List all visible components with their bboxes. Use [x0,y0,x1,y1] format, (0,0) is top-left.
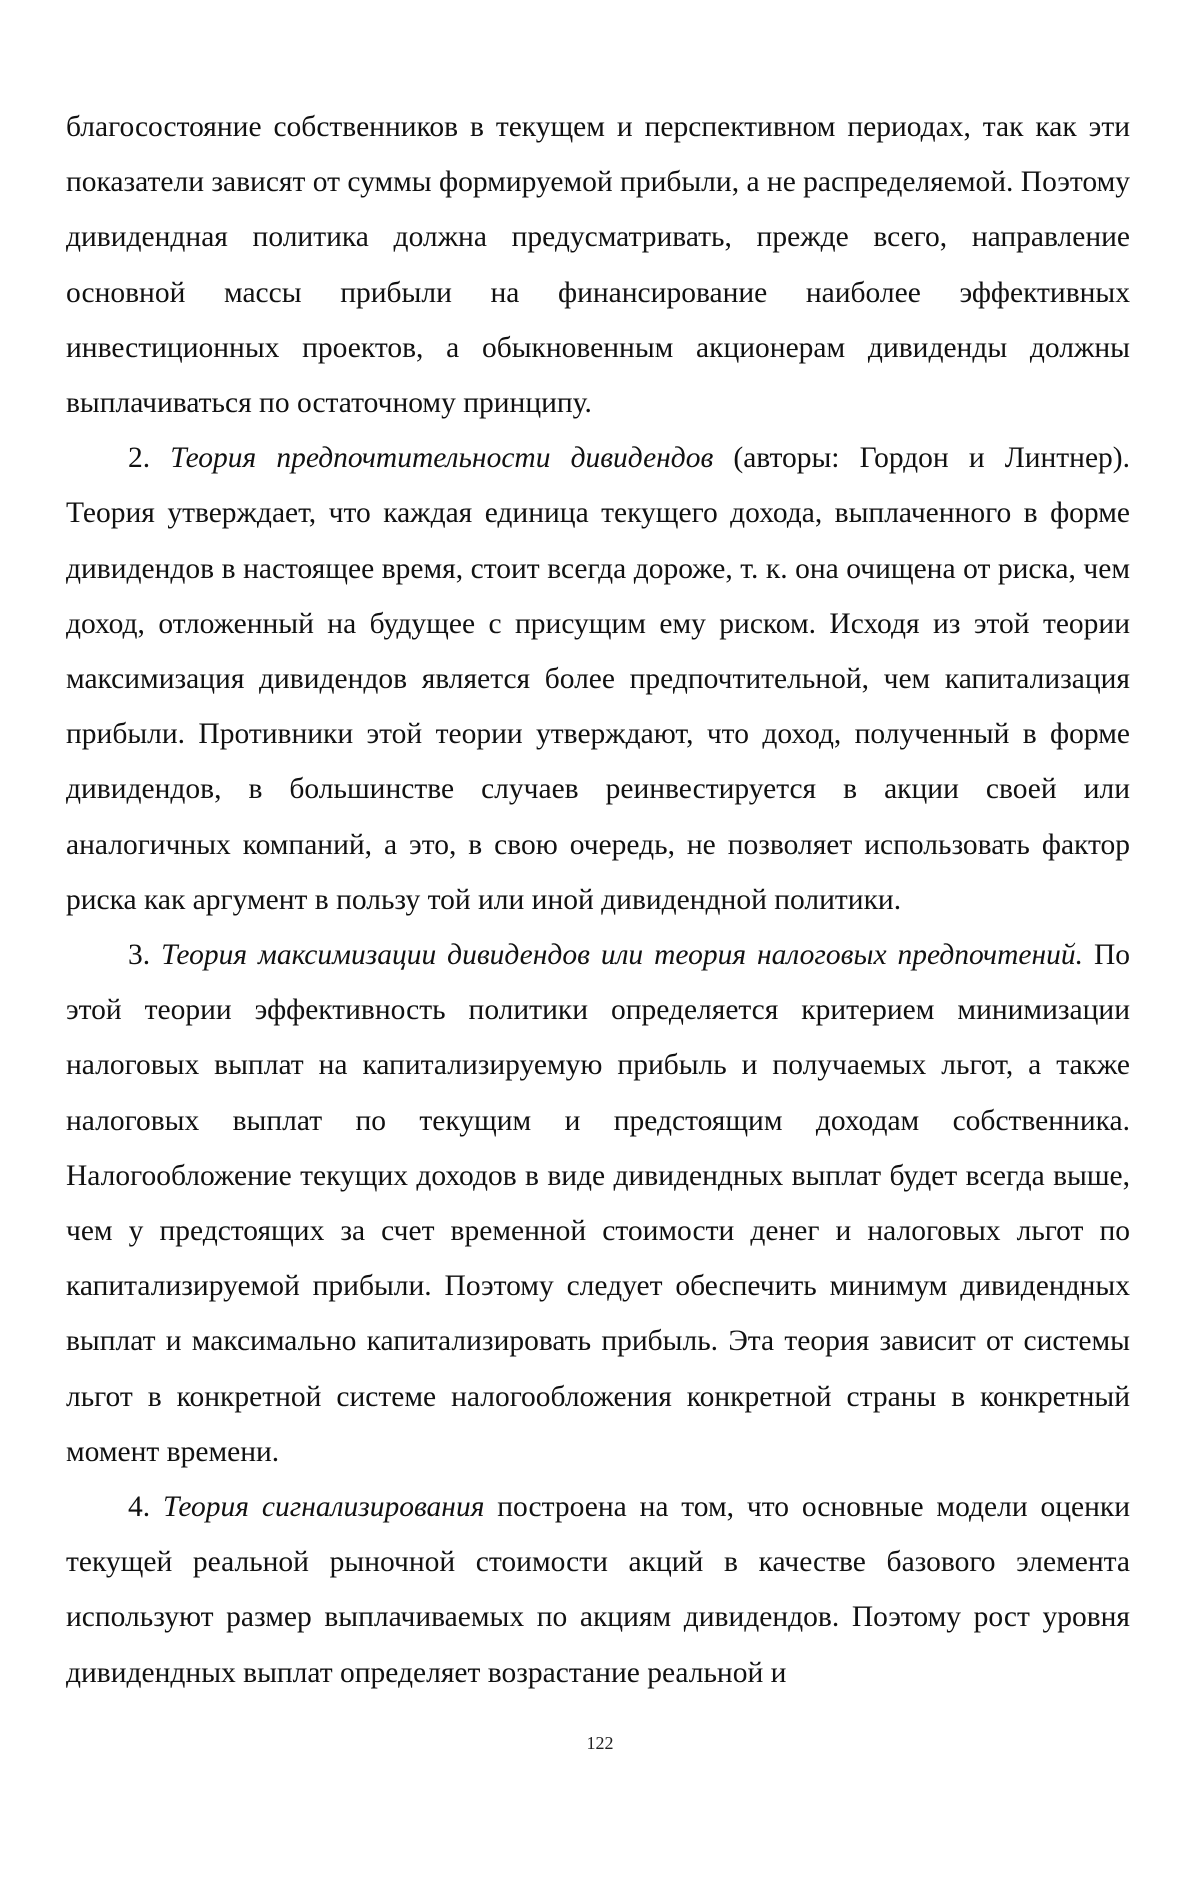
page-number: 122 [586,1733,614,1753]
paragraph-text: (авторы: Гордон и Линтнер). Теория утверждает, что каждая единица текущего дохода, выплаченного в форме дивидендов в настоящее время, стоит всегда дороже, т. к. она очищена от риска, чем доход, отложенный на будущее с присущим ему риском. Исходя из этой теории максимизация дивидендов является более предпочтительной, чем капитализация прибыли. Противники этой теории утверждают, что доход, полученный в форме дивидендов, в большинстве случаев реинвестируется в акции своей или аналогичных компаний, а это, в свою очередь, не позволяет использовать фактор риска как аргумент в пользу той или иной дивидендной политики. [66,442,1131,916]
paragraph-text: благосостояние собственников в текущем и перспективном периодах, так как эти показатели зависят от суммы формируемой прибыли, а не распределяемой. Поэтому дивидендная политика должна предусматривать, прежде всего, направление основной массы прибыли на финансирование наиболее эффективных инвестиционных проектов, а обыкновенным акционерам дивиденды должны выплачиваться по остаточному принципу. [66,111,1130,420]
paragraph-number: 4. [128,1491,163,1524]
page-body [66,100,1130,1701]
paragraph-text: По этой теории эффективность политики определяется критерием минимизации налоговых выплат на капитализируемую прибыль и получаемых льгот, а также налоговых выплат по текущим и предстоящим доходам собственника. Налогообложение текущих доходов в виде дивидендных выплат будет всегда выше, чем у предстоящих за счет временной стоимости денег и налоговых льгот по капитализируемой прибыли. Поэтому следует обеспечить минимум дивидендных выплат и максимально капитализировать прибыль. Эта теория зависит от системы льгот в конкретной системе налогообложения конкретной страны в конкретный момент времени. [66,939,1130,1468]
paragraph-dividend-preference-theory [66,431,1130,928]
theory-title: Теория предпочтительности дивидендов [170,442,714,475]
paragraph-number: 3. [128,939,162,972]
theory-title: Теория сигнализирования [162,1491,485,1524]
paragraph-continuation [66,100,1130,431]
paragraph-signaling-theory [66,1480,1130,1701]
paragraph-number: 2. [128,442,171,475]
theory-title: Теория максимизации дивидендов или теория налоговых предпочтений. [161,939,1083,972]
paragraph-dividend-maximization-theory [66,928,1130,1480]
paragraph-text: построена на том, что основные модели оценки текущей реальной рыночной стоимости акций в качестве базового элемента используют размер выплачиваемых по акциям дивидендов. Поэтому рост уровня дивидендных выплат определяет возрастание реальной и [66,1491,1130,1689]
